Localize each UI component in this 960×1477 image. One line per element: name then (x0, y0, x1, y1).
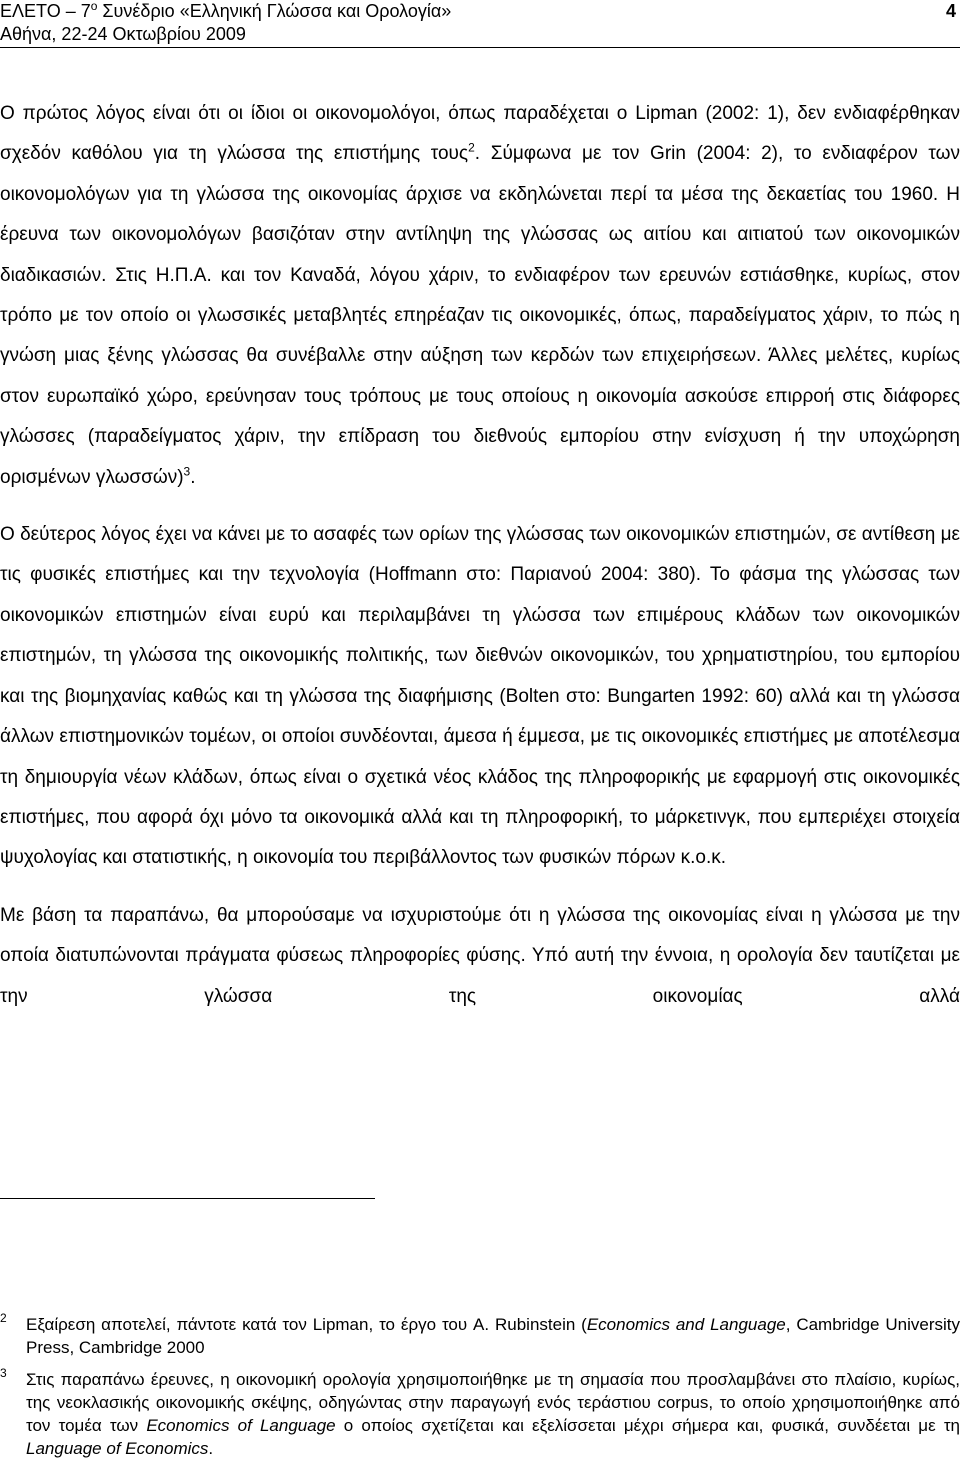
paragraph-3: Με βάση τα παραπάνω, θα μπορούσαμε να ισχυριστούμε ότι η γλώσσα της οικονομίας είναι η γλώσσα με την οποία διατυπώνονται πράγματα φύσεως πληροφορίες φύσης. Υπό αυτή την έννοια, η ορολογία δεν ταυτίζεται με την γλώσσα της οικονομίας αλλά (0, 904, 960, 1007)
paragraph-1-end: . (190, 466, 196, 488)
footnote-number: 2 (0, 1311, 7, 1325)
paragraph-1 (0, 94, 960, 498)
footnote-term-italic: Language of Economics (26, 1439, 209, 1458)
conference-location-date: Αθήνα, 22-24 Οκτωβρίου 2009 (0, 24, 246, 44)
paragraph-1-text-continued: . Σύμφωνα με τον Grin (2004: 2), το ενδιαφέρον των οικονομολόγων για τη γλώσσα της οικονομίας άρχισε να εκδηλώνεται περί τα μέσα της δεκαετίας του 1960. Η έρευνα των οικονομολόγων βασιζόταν στην αντίληψη της γλώσσας ως αιτίου και αιτιατού των οικονομικών διαδικασιών. Στις Η.Π.Α. και τον Καναδά, λόγου χάριν, το ενδιαφέρον των ερευνών εστιάσθηκε, κυρίως, στον τρόπο με τον οποίο οι γλωσσικές μεταβλητές επηρέαζαν τις οικονομικές, όπως, παραδείγματος χάριν, το πώς η γνώση μιας ξένης γλώσσας θα συνέβαλλε στην αύξηση των κερδών των επιχειρήσεων. Άλλες μελέτες, κυρίως στον ευρωπαϊκό χώρο, ερεύνησαν τους τρόπους με τους οποίους η οικονομία ασκούσε επιρροή στις διάφορες γλώσσες (παραδείγματος χάριν, την επίδραση του διεθνούς εμπορίου στην ενίσχυση ή την υποχώρηση ορισμένων γλωσσών) (0, 143, 960, 488)
footnote-3 (0, 1368, 960, 1460)
header-divider (0, 47, 960, 48)
conference-title-text: ΕΛΕΤΟ – 7 (0, 1, 91, 21)
footnotes (0, 1313, 960, 1460)
page-number: 4 (945, 1, 956, 21)
footnote-divider (0, 1198, 375, 1199)
paragraph-2: Ο δεύτερος λόγος έχει να κάνει με το ασαφές των ορίων της γλώσσας των οικονομικών επιστημών, σε αντίθεση με τις φυσικές επιστήμες και την τεχνολογία (Hoffmann στο: Παριανού 2004: 380). Το φάσμα της γλώσσας των οικονομικών επιστημών είναι ευρύ και περιλαμβάνει τη γλώσσα των επιμέρους κλάδων των οικονομικών επιστημών, τη γλώσσα της οικονομικής πολιτικής, των διεθνών οικονομικών, του χρηματιστηρίου, του εμπορίου και της βιομηχανίας καθώς και τη γλώσσα της διαφήμισης (Bolten στο: Bungarten 1992: 60) αλλά και τη γλώσσα άλλων επιστημονικών τομέων, οι οποίοι συνδέονται, άμεσα ή έμμεσα, με τις οικονομικές επιστήμες με αποτέλεσμα τη δημιουργία νέων κλάδων, όπως είναι ο σχετικά νέος κλάδος της πληροφορικής με εφαρμογή στις οικονομικές επιστήμες, που αφορά όχι μόνο τα οικονομικά αλλά και τη πληροφορική, το μάρκετινγκ, που εμπεριέχει στοιχεία ψυχολογίας και στατιστικής, η οικονομία του περιβάλλοντος των φυσικών πόρων κ.ο.κ. (0, 524, 960, 869)
footnote-ref-2[interactable]: 2 (468, 141, 475, 156)
footnote-text: Εξαίρεση αποτελεί, πάντοτε κατά τον Lipman, το έργο του A. Rubinstein ( (26, 1315, 587, 1334)
footnote-text-continued: , Cambridge University Press, Cambridge 2000 (26, 1315, 960, 1357)
conference-title-text-rest: Συνέδριο «Ελληνική Γλώσσα και Ορολογία» (97, 1, 452, 21)
body-text (0, 94, 960, 1017)
footnote-text-end: . (208, 1439, 214, 1458)
footnote-book-title: Economics and Language (586, 1315, 786, 1334)
conference-title-superscript: ο (90, 0, 98, 13)
footnote-2 (0, 1313, 960, 1359)
footnote-term-italic: Economics of Language (146, 1416, 336, 1435)
conference-title (0, 0, 451, 22)
footnote-number: 3 (0, 1366, 7, 1380)
footnote-ref-3[interactable]: 3 (183, 464, 191, 479)
paragraph-1-text: Ο πρώτος λόγος είναι ότι οι ίδιοι οι οικονομολόγοι, όπως παραδέχεται ο Lipman (2002: 1), δεν ενδιαφέρθηκαν σχεδόν καθόλου για τη γλώσσα της επιστήμης τους (0, 103, 960, 165)
footnote-text-continued: ο οποίος σχετίζεται και εξελίσσεται μέχρι σήμερα και, φυσικά, συνδέεται με τη (335, 1416, 960, 1435)
footnote-text: Στις παραπάνω έρευνες, η οικονομική ορολογία χρησιμοποιήθηκε με τη σημασία που προσλαμβάνει στο πλαίσιο, κυρίως, της νεοκλασικής οικονομικής σκέψης, οδηγώντας στην παραγωγή ενός τεράστιου corpus, το οποίο χρησιμοποιήθηκε από τον τομέα των (26, 1370, 960, 1435)
